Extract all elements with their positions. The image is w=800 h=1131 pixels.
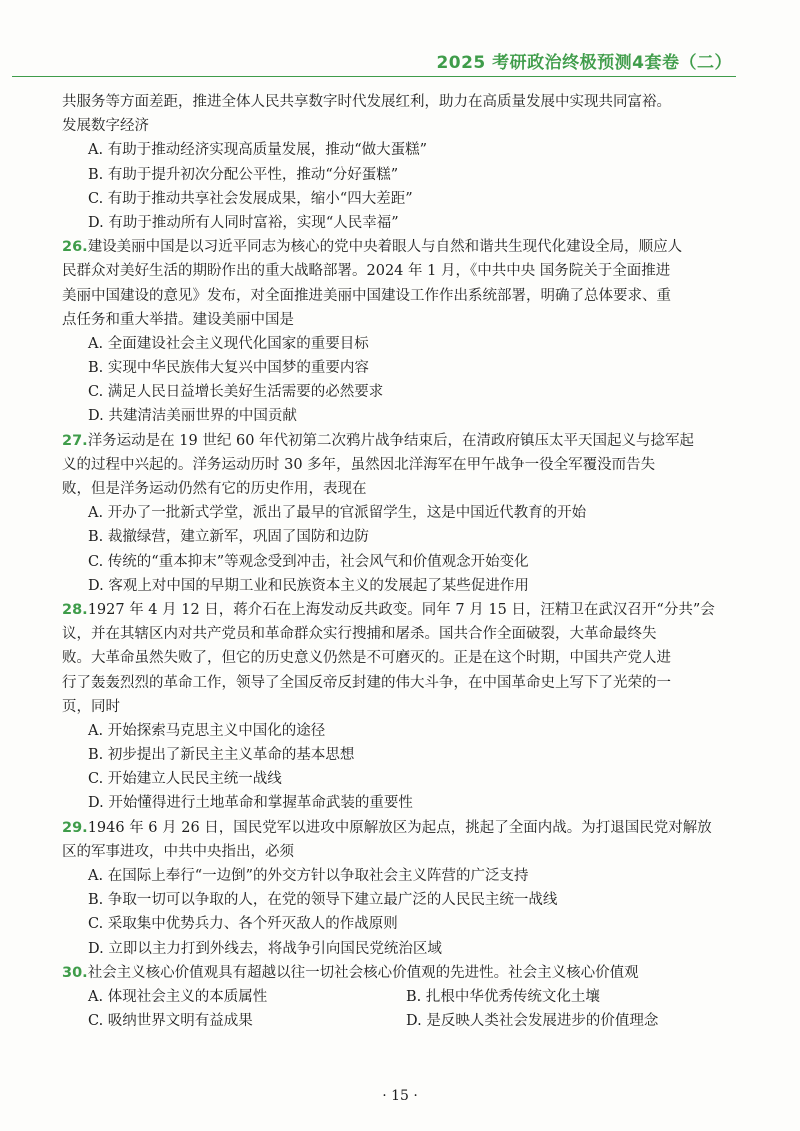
option-c: C. 采取集中优势兵力、各个歼灭敌人的作战原则 — [88, 916, 398, 933]
question-text-line — [62, 429, 732, 453]
header-rule — [12, 76, 736, 77]
option-b: B. 实现中华民族伟大复兴中国梦的重要内容 — [88, 360, 369, 377]
question-text: 1927 年 4 月 12 日，蒋介石在上海发动反共政变。同年 7 月 15 日，汪精卫在武汉召开“分共”会 — [87, 601, 715, 618]
option-c: C. 满足人民日益增长美好生活需要的必然要求 — [88, 384, 384, 401]
page-header — [0, 0, 800, 80]
option-a: A. 开始探索马克思主义中国化的途径 — [88, 722, 326, 739]
option-d: D. 立即以主力打到外线去，将战争引向国民党统治区域 — [88, 940, 442, 957]
question-text-line: 发展数字经济 — [62, 118, 149, 135]
question-text-line: 区的军事进攻，中共中央指出，必须 — [62, 843, 294, 860]
question-25-continuation — [62, 90, 732, 235]
option-b: B. 扎根中华优秀传统文化土壤 — [406, 988, 600, 1005]
question-text-line: 美丽中国建设的意见》发布，对全面推进美丽中国建设工作作出系统部署，明确了总体要求、重 — [62, 287, 671, 304]
page-content — [62, 90, 732, 1033]
question-text-line: 民群众对美好生活的期盼作出的重大战略部署。2024 年 1 月，《中共中央 国务院关于全面推进 — [62, 263, 671, 280]
option-b: B. 有助于提升初次分配公平性，推动“分好蛋糕” — [88, 166, 399, 183]
question-text-line — [62, 235, 732, 259]
option-d: D. 客观上对中国的早期工业和民族资本主义的发展起了某些促进作用 — [88, 577, 529, 594]
question-number: 29. — [62, 819, 88, 836]
option-c: C. 吸纳世界文明有益成果 — [88, 1013, 253, 1030]
option-b: B. 争取一切可以争取的人，在党的领导下建立最广泛的人民民主统一战线 — [88, 892, 558, 909]
page-number: · 15 · — [382, 1088, 418, 1104]
question-text-line — [62, 598, 732, 622]
option-a: A. 开办了一批新式学堂，派出了最早的官派留学生，这是中国近代教育的开始 — [88, 505, 587, 522]
option-d: D. 共建清洁美丽世界的中国贡献 — [88, 408, 297, 425]
option-b: B. 裁撤绿营，建立新军，巩固了国防和边防 — [88, 529, 369, 546]
header-title: 2025 考研政治终极预测4套卷（二） — [436, 53, 732, 73]
question-text-line: 行了轰轰烈烈的革命工作，领导了全国反帝反封建的伟大斗争，在中国革命史上写下了光荣的一 — [62, 674, 671, 691]
question-text-line: 败，但是洋务运动仍然有它的历史作用，表现在 — [62, 481, 367, 497]
question-text-line: 义的过程中兴起的。洋务运动历时 30 多年，虽然因北洋海军在甲午战争一役全军覆没而告失 — [62, 456, 656, 473]
question-number: 26. — [62, 239, 88, 256]
option-c: C. 有助于推动共享社会发展成果，缩小“四大差距” — [88, 190, 413, 207]
option-row — [62, 1009, 732, 1033]
question-29 — [62, 816, 732, 961]
question-28 — [62, 598, 732, 816]
question-text-line: 共服务等方面差距，推进全体人民共享数字时代发展红利，助力在高质量发展中实现共同富裕。 — [62, 94, 671, 110]
question-number: 28. — [62, 601, 88, 618]
question-text-line — [62, 961, 732, 985]
question-27 — [62, 429, 732, 598]
option-a: A. 有助于推动经济实现高质量发展，推动“做大蛋糕” — [88, 142, 428, 159]
option-b: B. 初步提出了新民主主义革命的基本思想 — [88, 747, 355, 764]
option-a: A. 在国际上奉行“一边倒”的外交方针以争取社会主义阵营的广泛支持 — [88, 868, 529, 884]
question-text: 社会主义核心价值观具有超越以往一切社会核心价值观的先进性。社会主义核心价值观 — [87, 964, 639, 981]
question-number: 30. — [62, 964, 88, 981]
option-c: C. 开始建立人民民主统一战线 — [88, 771, 282, 788]
question-text-line — [62, 816, 732, 840]
question-text-line: 页，同时 — [62, 698, 120, 715]
question-text: 建设美丽中国是以习近平同志为核心的党中央着眼人与自然和谐共生现代化建设全局，顺应人 — [87, 239, 683, 256]
question-text-line: 议，并在其辖区内对共产党员和革命群众实行搜捕和屠杀。国共合作全面破裂，大革命最终失 — [62, 626, 657, 643]
question-text: 1946 年 6 月 26 日，国民党军以进攻中原解放区为起点，挑起了全面内战。为打退国民党对解放 — [87, 819, 712, 836]
option-a: A. 全面建设社会主义现代化国家的重要目标 — [88, 335, 369, 352]
option-row — [62, 985, 732, 1009]
question-text-line: 败。大革命虽然失败了，但它的历史意义仍然是不可磨灭的。正是在这个时期，中国共产党人进 — [62, 650, 671, 667]
question-text: 洋务运动是在 19 世纪 60 年代初第二次鸦片战争结束后，在清政府镇压太平天国起义与捻军起 — [87, 432, 695, 449]
option-d: D. 是反映人类社会发展进步的价值理念 — [406, 1013, 659, 1030]
option-c: C. 传统的“重本抑末”等观念受到冲击，社会风气和价值观念开始变化 — [88, 553, 529, 570]
question-number: 27. — [62, 432, 88, 449]
question-30 — [62, 961, 732, 1034]
question-26 — [62, 235, 732, 429]
option-d: D. 有助于推动所有人同时富裕，实现“人民幸福” — [88, 214, 399, 231]
option-d: D. 开始懂得进行土地革命和掌握革命武装的重要性 — [88, 795, 413, 812]
question-text-line: 点任务和重大举措。建设美丽中国是 — [62, 311, 294, 328]
option-a: A. 体现社会主义的本质属性 — [88, 988, 268, 1005]
